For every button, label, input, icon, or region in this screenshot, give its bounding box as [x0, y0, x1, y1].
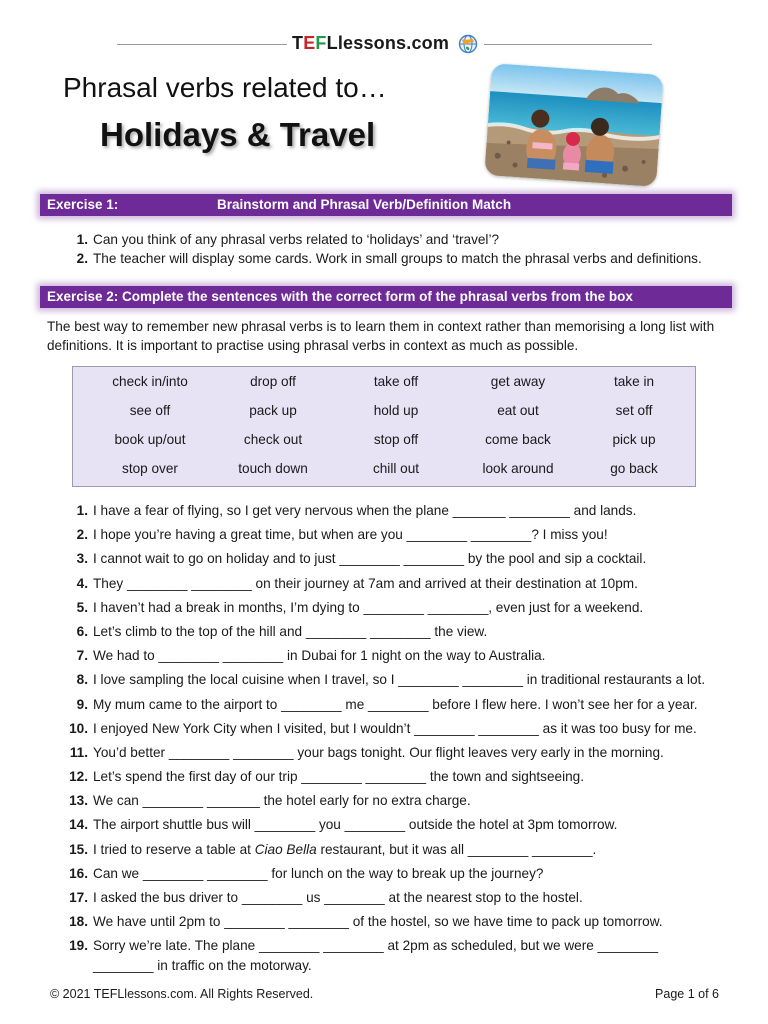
verb-cell: hold up [373, 403, 419, 418]
question-number: 11. [69, 744, 88, 760]
question-text: They ________ ________ on their journey at 7am and arrived at their destination at 10pm. [93, 575, 638, 591]
question-number: 7. [76, 648, 88, 664]
question-number: 8. [76, 672, 88, 688]
question-item [68, 596, 718, 620]
question-text: I haven’t had a break in months, I’m dying to ________ ________, even just for a weekend. [93, 599, 644, 615]
question-text: I have a fear of flying, so I get very nervous when the plane _______ ________ and lands. [93, 503, 637, 518]
exercise1-heading: Brainstorm and Phrasal Verb/Definition Match [217, 197, 512, 212]
page-title-line1: Phrasal verbs related to… [63, 72, 387, 103]
question-text: The airport shuttle bus will ________ you ________ outside the hotel at 3pm tomorrow. [93, 817, 618, 833]
question-item [68, 838, 718, 862]
logo-t: T [292, 33, 304, 53]
item-text: The teacher will display some cards. Work in small groups to match the phrasal verbs and definitions. [93, 251, 702, 266]
globe-icon [458, 34, 478, 54]
question-text-after: restaurant, but it was all ________ ________. [316, 841, 597, 857]
question-item [68, 620, 718, 644]
question-number: 4. [76, 575, 88, 591]
exercise1-header [40, 194, 732, 216]
question-text: I hope you’re having a great time, but when are you ________ ________? I miss you! [93, 527, 608, 543]
exercise1-label: Exercise 1: [47, 197, 119, 212]
question-text: I cannot wait to go on holiday and to just ________ ________ by the pool and sip a cocktail. [93, 551, 647, 567]
item-number: 1. [76, 232, 88, 247]
question-number: 14. [69, 817, 88, 833]
question-text: I love sampling the local cuisine when I travel, so I ________ ________ in traditional restaurants a lot. [93, 672, 706, 688]
footer-page-number: Page 1 of 6 [655, 987, 719, 1001]
question-item [68, 862, 718, 886]
verb-cell: take in [613, 374, 655, 389]
phrasal-verb-box [72, 366, 696, 487]
verb-cell: eat out [497, 403, 539, 418]
question-item [68, 717, 718, 741]
verb-cell: stop over [122, 461, 178, 476]
question-text: We have until 2pm to ________ ________ of the hostel, so we have time to pack up tomorrow. [93, 914, 663, 930]
question-item [68, 934, 718, 976]
question-number: 12. [69, 769, 88, 785]
question-number: 18. [69, 914, 88, 930]
question-text: We can ________ _______ the hotel early for no extra charge. [93, 793, 471, 809]
question-number: 1. [76, 503, 88, 518]
question-item [68, 789, 718, 813]
question-item [68, 765, 718, 789]
question-number: 13. [69, 793, 88, 809]
question-item [68, 886, 718, 910]
question-text: Let’s spend the first day of our trip ________ ________ the town and sightseeing. [93, 769, 584, 785]
exercise2-questions [68, 499, 718, 976]
page-title-line2: Holidays & Travel [100, 116, 376, 153]
question-number: 15. [69, 841, 88, 857]
question-number: 5. [76, 599, 88, 615]
exercise2-header [40, 286, 732, 308]
question-text-before: I tried to reserve a table at [93, 841, 255, 857]
verb-cell: touch down [238, 461, 308, 476]
question-number: 19. [69, 938, 88, 954]
item-number: 2. [76, 251, 88, 266]
verb-cell: drop off [250, 374, 296, 389]
verb-cell: book up/out [114, 432, 186, 447]
exercise1-item [68, 249, 702, 268]
logo-rest: Llessons.com [326, 33, 450, 53]
verb-cell: check out [243, 432, 303, 447]
question-text: We had to ________ ________ in Dubai for 1 night on the way to Australia. [93, 648, 546, 664]
header-rule-left [117, 44, 287, 45]
question-text: Let’s climb to the top of the hill and ________ ________ the view. [93, 623, 488, 639]
verb-cell: pack up [249, 403, 297, 418]
question-item [68, 813, 718, 837]
question-item [68, 644, 718, 668]
beach-family-photo [484, 63, 663, 187]
question-item [68, 547, 718, 571]
logo-e: E [303, 33, 316, 53]
restaurant-name: Ciao Bella [254, 841, 317, 857]
question-item [68, 910, 718, 934]
verb-cell: get away [490, 374, 546, 389]
question-text: Sorry we’re late. The plane ________ ________ at 2pm as scheduled, but we were ________ ________ in traffic on the motorway. [93, 938, 659, 974]
exercise2-intro: The best way to remember new phrasal verbs is to learn them in context rather than memorising a long list with definitions. It is important to practise using phrasal verbs in context as much as possible. [47, 319, 715, 353]
verb-cell: stop off [373, 432, 419, 447]
footer-copyright: © 2021 TEFLlessons.com. All Rights Reserved. [50, 987, 314, 1001]
verb-cell: chill out [372, 461, 420, 476]
item-text: Can you think of any phrasal verbs related to ‘holidays’ and ‘travel’? [93, 232, 500, 247]
header-rule-right [484, 44, 652, 45]
verb-cell: take off [373, 374, 419, 389]
question-item [68, 523, 718, 547]
verb-cell: go back [610, 461, 658, 476]
question-item [68, 668, 718, 692]
question-number: 10. [69, 720, 88, 736]
logo-f: F [315, 33, 327, 53]
site-logo [292, 33, 449, 54]
exercise2-heading: Exercise 2: Complete the sentences with the correct form of the phrasal verbs from the box [47, 289, 633, 304]
question-number: 9. [76, 696, 88, 712]
question-number: 3. [76, 551, 88, 567]
verb-cell: look around [482, 461, 554, 476]
question-text: I enjoyed New York City when I visited, but I wouldn’t ________ ________ as it was too busy for me. [93, 720, 697, 736]
question-text [93, 842, 596, 857]
question-number: 2. [76, 527, 88, 543]
question-item [68, 499, 718, 523]
verb-cell: see off [129, 403, 171, 418]
verb-cell: check in/into [112, 374, 188, 389]
question-text: I asked the bus driver to ________ us ________ at the nearest stop to the hostel. [93, 890, 583, 905]
question-number: 6. [76, 623, 88, 639]
verb-cell: pick up [612, 432, 656, 447]
question-item [68, 572, 718, 596]
question-text: Can we ________ ________ for lunch on the way to break up the journey? [93, 865, 544, 881]
question-text: My mum came to the airport to ________ me ________ before I flew here. I won’t see her for a year. [93, 696, 698, 712]
question-number: 16. [69, 865, 88, 881]
verb-cell: come back [485, 432, 551, 447]
question-item [68, 693, 718, 717]
question-text: You’d better ________ ________ your bags tonight. Our flight leaves very early in the morning. [93, 744, 664, 760]
verb-cell: set off [615, 403, 653, 418]
question-item [68, 741, 718, 765]
question-number: 17. [69, 890, 88, 905]
exercise1-list [68, 230, 702, 268]
exercise1-item [68, 230, 702, 249]
